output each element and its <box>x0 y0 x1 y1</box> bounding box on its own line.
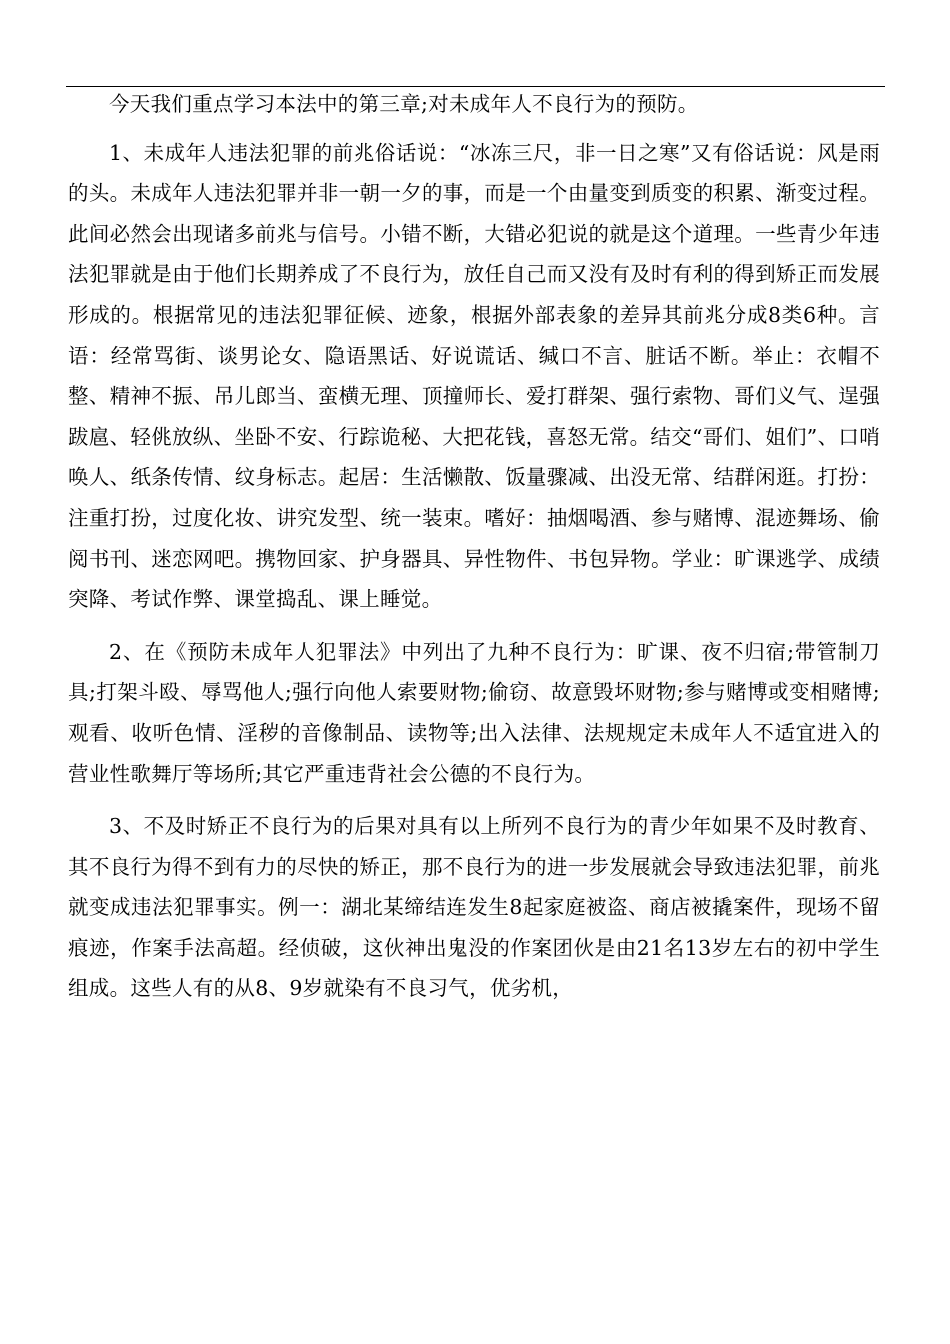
paragraph-consequences: 3、不及时矫正不良行为的后果对具有以上所列不良行为的青少年如果不及时教育、其不良行为得不到有力的尽快的矫正，那不良行为的进一步发展就会导致违法犯罪，前兆就变成违法犯罪事实。例一：湖北某缔结连发生8起家庭被盗、商店被撬案件，现场不留痕迹，作案手法高超。经侦破，这伙神出鬼没的作案团伙是由21名13岁左右的初中学生组成。这些人有的从8、9岁就染有不良习气，优劣机， <box>68 814 880 1001</box>
paragraph-intro: 今天我们重点学习本法中的第三章;对未成年人不良行为的预防。 <box>109 92 699 116</box>
paragraph-nine-behaviors: 2、在《预防未成年人犯罪法》中列出了九种不良行为：旷课、夜不归宿;带管制刀具;打架斗殴、辱骂他人;强行向他人索要财物;偷窃、故意毁坏财物;参与赌博或变相赌博;观看、收听色情、淫秽的音像制品、读物等;出入法律、法规规定未成年人不适宜进入的营业性歌舞厅等场所;其它严重违背社会公德的不良行为。 <box>68 639 880 786</box>
paragraph-precursors: 1、未成年人违法犯罪的前兆俗话说：“冰冻三尺，非一日之寒”又有俗话说：风是雨的头。未成年人违法犯罪并非一朝一夕的事，而是一个由量变到质变的积累、渐变过程。此间必然会出现诸多前兆与信号。小错不断，大错必犯说的就是这个道理。一些青少年违法犯罪就是由于他们长期养成了不良行为，放任自己而又没有及时有利的得到矫正而发展形成的。根据常见的违法犯罪征候、迹象，根据外部表象的差异其前兆分成8类6种。言语：经常骂街、谈男论女、隐语黑话、好说谎话、缄口不言、脏话不断。举止：衣帽不整、精神不振、吊儿郎当、蛮横无理、顶撞师长、爱打群架、强行索物、哥们义气、逞强跋扈、轻佻放纵、坐卧不安、行踪诡秘、大把花钱，喜怒无常。结交“哥们、姐们”、口哨唤人、纸条传情、纹身标志。起居：生活懒散、饭量骤减、出没无常、结群闲逛。打扮：注重打扮，过度化妆、讲究发型、统一装束。嗜好：抽烟喝酒、参与赌博、混迹舞场、偷阅书刊、迷恋网吧。携物回家、护身器具、异性物件、书包异物。学业：旷课逃学、成绩突降、考试作弊、课堂捣乱、课上睡觉。 <box>68 140 880 612</box>
document-body <box>68 84 880 1009</box>
